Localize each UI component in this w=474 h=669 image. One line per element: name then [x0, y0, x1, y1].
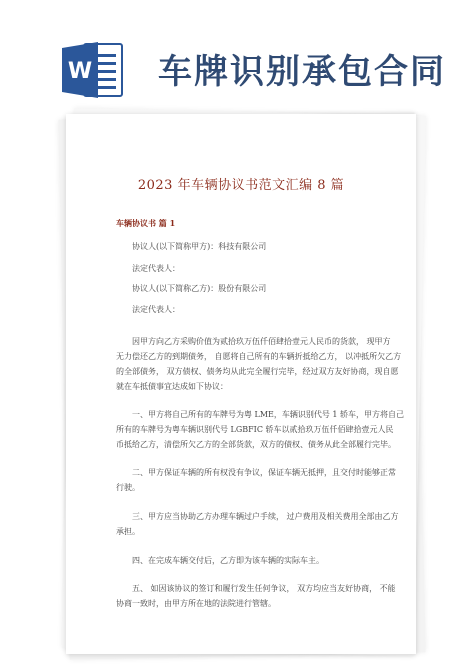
clause-5-line: 协商一致时，由甲方所在地的法院进行管辖。	[116, 599, 276, 608]
banner-title: 车牌识别承包合同	[158, 52, 446, 92]
clause-1-line: 币抵给乙方，清偿所欠乙方的全部货款，双方的债权、债务从此全部履行完毕。	[116, 440, 396, 449]
clause-2-line: 行驶。	[116, 483, 140, 492]
svg-text:W: W	[67, 59, 93, 84]
intro-paragraph-line: 因甲方向乙方采购价值为贰拾玖万伍仟佰肆拾壹元人民币的货款， 现甲方	[132, 337, 391, 346]
clause-1-line: 所有的车牌号为粤车辆识别代号 LGBFIC 轿车以贰拾玖万伍仟佰肆拾壹元人民	[116, 425, 394, 434]
clause-3-line: 承担。	[116, 527, 140, 536]
document-page	[66, 114, 416, 654]
legal-rep-b-line: 法定代表人：	[132, 305, 180, 314]
intro-paragraph-line: 的全部债务， 双方债权、债务均从此完全履行完毕，经过双方友好协商，现自愿	[116, 367, 399, 376]
clause-3-line: 三、甲方应当协助乙方办理车辆过户手续， 过户费用及相关费用全部由乙方	[132, 512, 399, 521]
party-a-line: 协议人(以下简称甲方)：科技有限公司	[132, 242, 267, 251]
intro-paragraph-line: 无力偿还乙方的到期债务， 自愿将自己所有的车辆折抵给乙方， 以冲抵所欠乙方	[116, 352, 402, 361]
clause-2-line: 二、甲方保证车辆的所有权没有争议，保证车辆无抵押，且交付时能够正常	[132, 468, 396, 477]
legal-rep-a-line: 法定代表人：	[132, 264, 180, 273]
intro-paragraph-line: 就在车抵债事宜达成如下协议：	[116, 382, 228, 391]
clause-1-line: 一、甲方将自己所有的车牌号为粤 LME，车辆识别代号 1 轿车，甲方将自己	[132, 410, 405, 419]
word-document-icon	[62, 40, 124, 100]
document-title: 2023 年车辆协议书范文汇编 8 篇	[137, 178, 345, 193]
party-b-line: 协议人(以下简称乙方)：股份有限公司	[132, 284, 267, 293]
section-title: 车辆协议书 篇 1	[116, 218, 176, 228]
clause-4-line: 四、在完成车辆交付后，乙方即为该车辆的实际车主。	[132, 556, 324, 565]
banner	[0, 0, 474, 118]
clause-5-line: 五、 如因该协议的签订和履行发生任何争议， 双方均应当友好协商， 不能	[132, 584, 396, 593]
document-preview	[58, 108, 424, 660]
